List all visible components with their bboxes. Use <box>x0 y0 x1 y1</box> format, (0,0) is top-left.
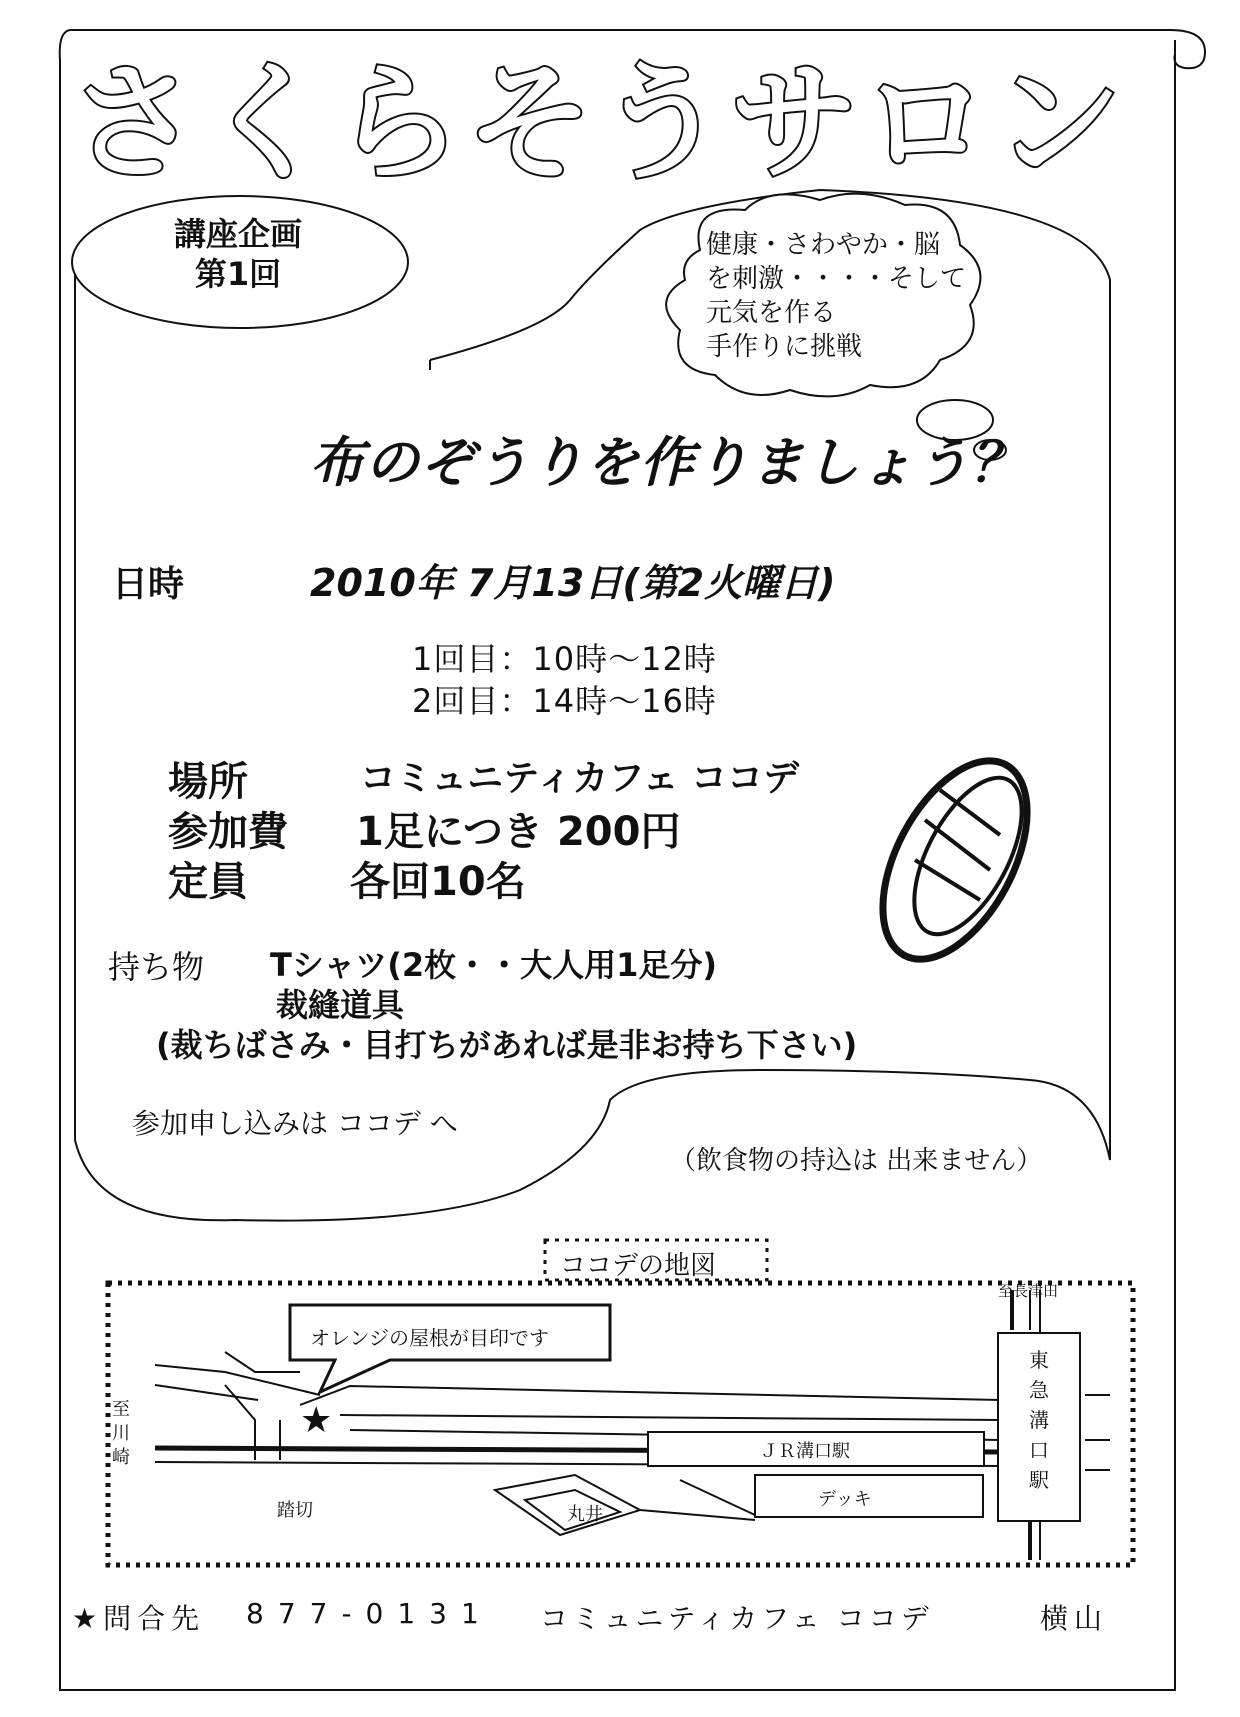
star-icon: ★ <box>300 1400 333 1441</box>
contact-phone: 877-0131 <box>246 1597 493 1630</box>
course-line1: 講座企画 <box>173 215 302 253</box>
bubble-text <box>706 228 986 364</box>
bubble-line: を刺激・・・・そして <box>706 264 967 294</box>
deck-label: デッキ <box>818 1489 872 1510</box>
venue-label: 場所 <box>168 759 248 805</box>
crossing-label: 踏切 <box>277 1500 313 1521</box>
contact-label: ★問合先 <box>72 1602 206 1635</box>
datetime-value: 2010年 7月13日(第2火曜日) <box>310 561 836 605</box>
sandal-icon <box>853 737 1057 982</box>
course-line2: 第1回 <box>194 255 282 293</box>
contact-name: コミュニティカフェ ココデ <box>540 1602 933 1635</box>
apply-text: 参加申し込みは ココデ へ <box>132 1107 458 1140</box>
belongings-line3: (裁ちばさみ・目打ちがあれば是非お持ち下さい) <box>156 1026 858 1064</box>
belongings-line1: Tシャツ(2枚・・大人用1足分) <box>270 946 717 984</box>
fee-value: 1足につき 200円 <box>356 809 681 855</box>
capacity-label: 定員 <box>168 859 248 905</box>
capacity-value: 各回10名 <box>350 859 526 905</box>
jr-station-label: ＪＲ溝口駅 <box>760 1441 850 1462</box>
datetime-label: 日時 <box>112 564 185 605</box>
flyer-title: さくらそうサロン <box>70 49 1127 198</box>
bubble-line: 手作りに挑戦 <box>706 332 863 362</box>
tokyu-station-label: 東急溝口駅 <box>1029 1348 1049 1492</box>
venue-value: コミュニティカフェ ココデ <box>360 758 800 799</box>
map-callout-text: オレンジの屋根が目印です <box>310 1326 549 1350</box>
to-kawasaki-label: 至川崎 <box>112 1399 130 1468</box>
map-frame <box>108 1283 1133 1565</box>
belongings-label: 持ち物 <box>108 948 205 986</box>
session-2: 2回目：14時～16時 <box>412 682 717 720</box>
no-food-note: （飲食物の持込は 出来ません） <box>670 1146 1043 1176</box>
session-1: 1回目：10時～12時 <box>412 640 717 678</box>
headline: 布のぞうりを作りましょう？ <box>310 431 1025 494</box>
bubble-line: 元気を作る <box>706 298 837 328</box>
map-title: ココデの地図 <box>560 1251 717 1281</box>
to-nagatsuta-label: 至長津田 <box>998 1282 1059 1300</box>
marui-label: 丸井 <box>567 1504 603 1525</box>
fee-label: 参加費 <box>168 809 288 855</box>
course-label <box>128 214 348 294</box>
belongings-line2: 裁縫道具 <box>276 986 405 1024</box>
contact-person: 横山 <box>1040 1602 1109 1635</box>
bubble-line: 健康・さわやか・脳 <box>706 230 941 260</box>
